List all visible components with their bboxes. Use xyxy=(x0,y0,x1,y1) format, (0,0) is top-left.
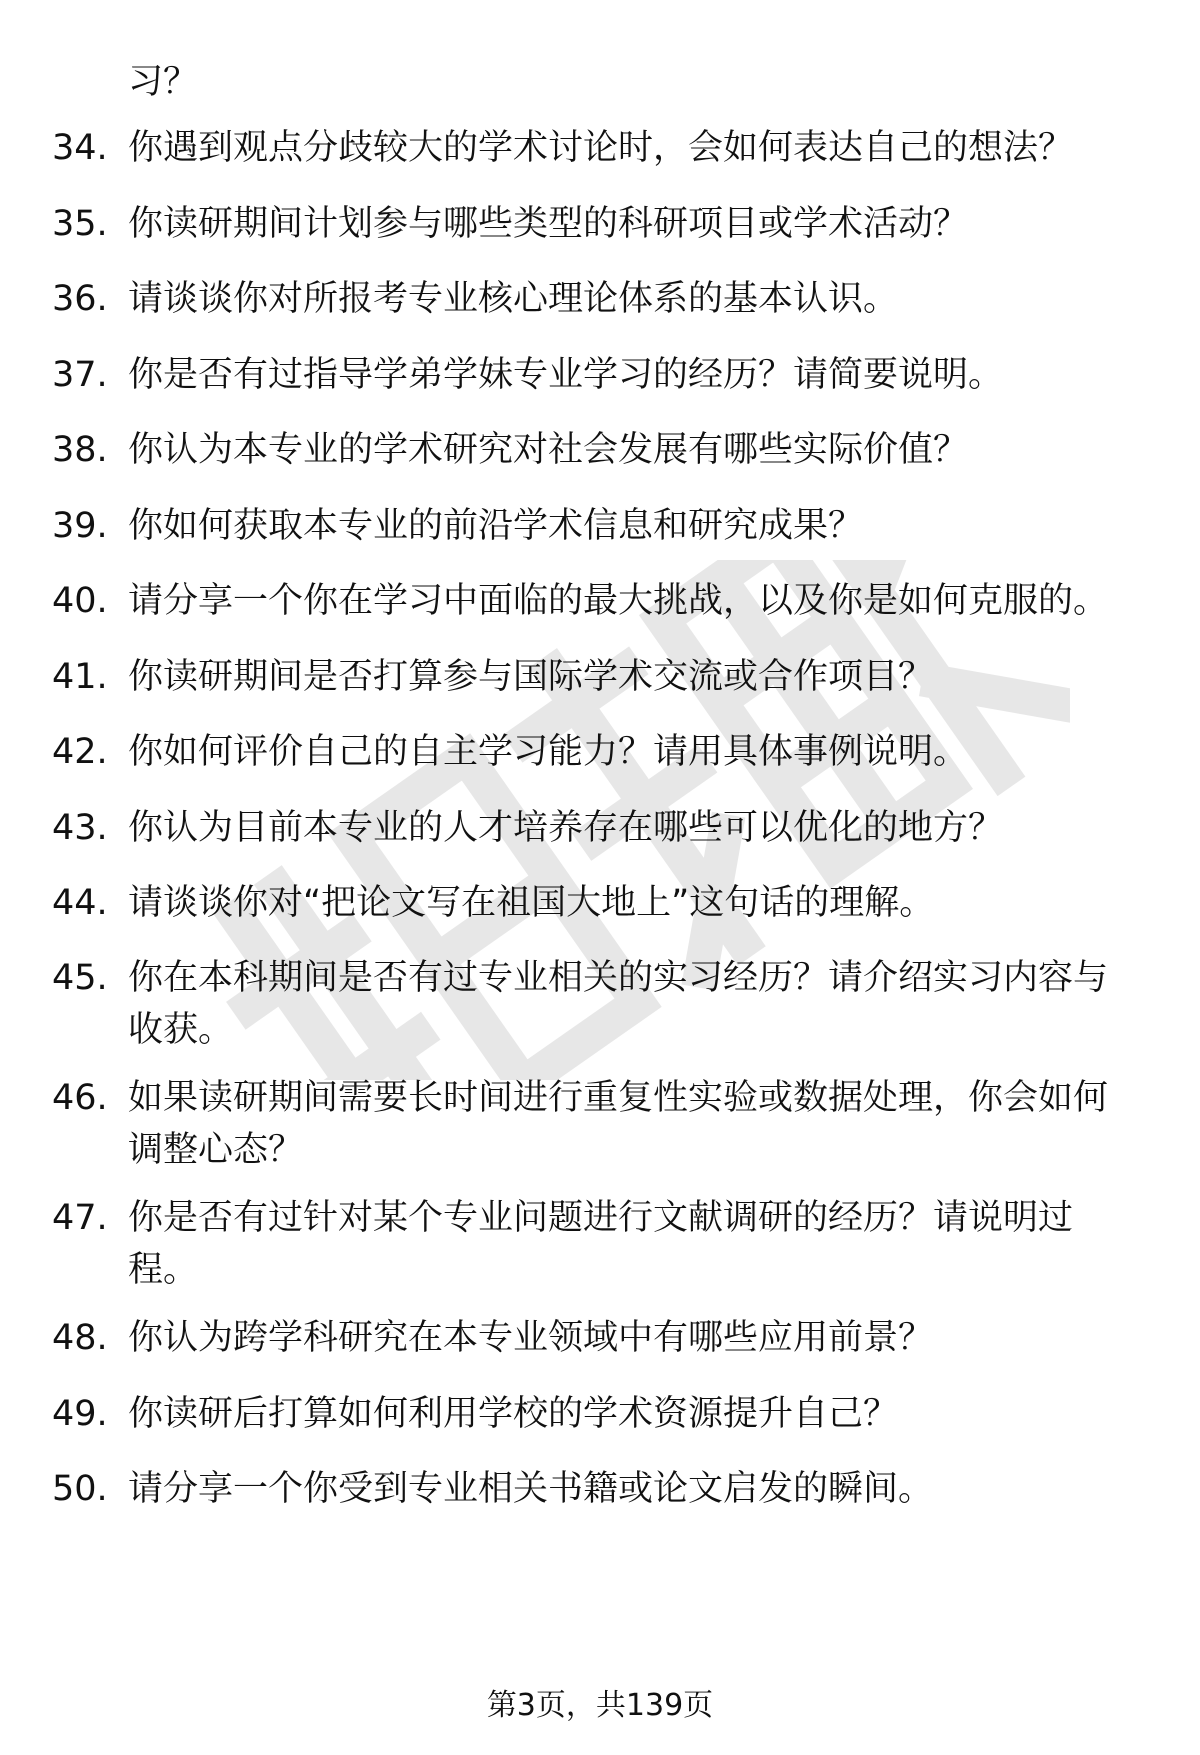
question-text: 如果读研期间需要长时间进行重复性实验或数据处理，你会如何调整心态？ xyxy=(128,1078,1109,1170)
question-text: 你如何获取本专业的前沿学术信息和研究成果？ xyxy=(128,506,864,546)
question-text: 你是否有过指导学弟学妹专业学习的经历？请简要说明。 xyxy=(128,355,1004,395)
question-text: 你如何评价自己的自主学习能力？请用具体事例说明。 xyxy=(128,732,969,772)
question-number: 48. xyxy=(52,1318,108,1358)
question-number: 45. xyxy=(52,958,108,998)
carry-over-line: 习？ xyxy=(128,62,199,102)
question-text: 你在本科期间是否有过专业相关的实习经历？请介绍实习内容与收获。 xyxy=(128,958,1109,1050)
question-text: 你遇到观点分歧较大的学术讨论时，会如何表达自己的想法？ xyxy=(128,128,1074,168)
question-text: 请谈谈你对所报考专业核心理论体系的基本认识。 xyxy=(128,279,899,319)
question-number: 43. xyxy=(52,808,108,848)
page-indicator: 第3页，共139页 xyxy=(486,1688,714,1723)
question-number: 38. xyxy=(52,430,108,470)
question-text: 你认为目前本专业的人才培养存在哪些可以优化的地方？ xyxy=(128,808,1004,848)
question-text: 请分享一个你在学习中面临的最大挑战，以及你是如何克服的。 xyxy=(128,581,1109,621)
question-number: 47. xyxy=(52,1198,108,1238)
question-number: 46. xyxy=(52,1078,108,1118)
question-number: 35. xyxy=(52,204,108,244)
question-text: 请分享一个你受到专业相关书籍或论文启发的瞬间。 xyxy=(128,1469,934,1509)
question-number: 36. xyxy=(52,279,108,319)
question-number: 50. xyxy=(52,1469,108,1509)
question-number: 40. xyxy=(52,581,108,621)
question-number: 39. xyxy=(52,506,108,546)
question-number: 49. xyxy=(52,1394,108,1434)
question-text: 你读研期间是否打算参与国际学术交流或合作项目？ xyxy=(128,657,934,697)
question-number: 41. xyxy=(52,657,108,697)
question-number: 44. xyxy=(52,883,108,923)
question-text: 你读研后打算如何利用学校的学术资源提升自己？ xyxy=(128,1394,899,1434)
question-text: 你读研期间计划参与哪些类型的科研项目或学术活动？ xyxy=(128,204,969,244)
question-text: 你认为跨学科研究在本专业领域中有哪些应用前景？ xyxy=(128,1318,934,1358)
question-text: 请谈谈你对“把论文写在祖国大地上”这句话的理解。 xyxy=(128,883,935,923)
question-number: 34. xyxy=(52,128,108,168)
question-number: 37. xyxy=(52,355,108,395)
question-text: 你认为本专业的学术研究对社会发展有哪些实际价值？ xyxy=(128,430,969,470)
question-text: 你是否有过针对某个专业问题进行文献调研的经历？请说明过程。 xyxy=(128,1198,1074,1290)
question-number: 42. xyxy=(52,732,108,772)
